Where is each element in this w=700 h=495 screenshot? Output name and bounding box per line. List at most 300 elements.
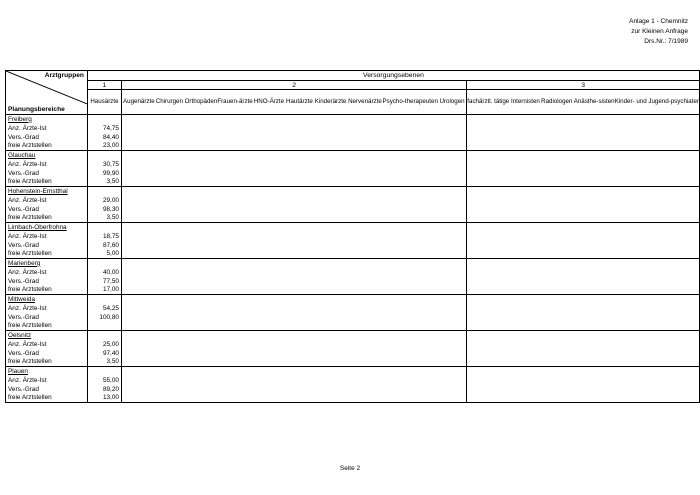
empty-cell: [285, 232, 314, 241]
metric-label: Vers.-Grad: [6, 313, 88, 322]
empty-cell: [314, 268, 348, 277]
metric-label: Anz. Ärzte-Ist: [6, 196, 88, 205]
empty-cell: [383, 169, 438, 178]
empty-cell: [253, 313, 285, 322]
empty-cell: [574, 187, 615, 196]
empty-cell: [540, 340, 574, 349]
empty-cell: [347, 214, 382, 223]
empty-cell: [87, 115, 121, 124]
hausaerzte-value: 98,30: [87, 205, 121, 214]
region-name: Freiberg: [6, 115, 88, 124]
empty-cell: [314, 385, 348, 394]
empty-cell: [285, 205, 314, 214]
metric-label: Anz. Ärzte-Ist: [6, 304, 88, 313]
empty-cell: [438, 376, 467, 385]
empty-cell: [314, 304, 348, 313]
empty-cell: [156, 223, 218, 232]
empty-cell: [574, 232, 615, 241]
empty-cell: [574, 322, 615, 331]
empty-cell: [217, 385, 252, 394]
column-header: Hausärzte: [87, 90, 121, 115]
empty-cell: [285, 169, 314, 178]
empty-cell: [253, 214, 285, 223]
empty-cell: [540, 259, 574, 268]
empty-cell: [574, 295, 615, 304]
empty-cell: [467, 178, 540, 187]
empty-cell: [156, 376, 218, 385]
empty-cell: [467, 250, 540, 259]
empty-cell: [121, 385, 155, 394]
empty-cell: [467, 367, 540, 376]
empty-cell: [467, 313, 540, 322]
empty-cell: [438, 205, 467, 214]
empty-cell: [438, 313, 467, 322]
empty-cell: [314, 178, 348, 187]
empty-cell: [438, 124, 467, 133]
empty-cell: [217, 304, 252, 313]
empty-cell: [615, 367, 700, 376]
empty-cell: [615, 142, 700, 151]
empty-cell: [347, 340, 382, 349]
hausaerzte-value: 87,60: [87, 241, 121, 250]
empty-cell: [121, 340, 155, 349]
empty-cell: [540, 331, 574, 340]
empty-cell: [574, 133, 615, 142]
empty-cell: [438, 115, 467, 124]
empty-cell: [121, 133, 155, 142]
empty-cell: [467, 331, 540, 340]
empty-cell: [253, 322, 285, 331]
empty-cell: [253, 232, 285, 241]
empty-cell: [156, 268, 218, 277]
empty-cell: [438, 250, 467, 259]
hausaerzte-value: 55,00: [87, 376, 121, 385]
empty-cell: [615, 124, 700, 133]
empty-cell: [217, 259, 252, 268]
empty-cell: [156, 169, 218, 178]
empty-cell: [87, 295, 121, 304]
empty-cell: [156, 142, 218, 151]
empty-cell: [540, 196, 574, 205]
hausaerzte-value: [87, 322, 121, 331]
empty-cell: [383, 115, 438, 124]
empty-cell: [285, 277, 314, 286]
empty-cell: [121, 241, 155, 250]
region-name: Mittweida: [6, 295, 88, 304]
empty-cell: [540, 358, 574, 367]
empty-cell: [217, 394, 252, 403]
metric-label: freie Arztstellen: [6, 142, 88, 151]
empty-cell: [615, 169, 700, 178]
hausaerzte-value: 23,00: [87, 142, 121, 151]
empty-cell: [540, 169, 574, 178]
empty-cell: [121, 214, 155, 223]
empty-cell: [574, 313, 615, 322]
empty-cell: [217, 178, 252, 187]
empty-cell: [253, 259, 285, 268]
empty-cell: [314, 241, 348, 250]
hausaerzte-value: 77,50: [87, 277, 121, 286]
empty-cell: [347, 115, 382, 124]
empty-cell: [540, 115, 574, 124]
empty-cell: [347, 277, 382, 286]
hausaerzte-value: 3,50: [87, 358, 121, 367]
empty-cell: [217, 322, 252, 331]
empty-cell: [253, 304, 285, 313]
empty-cell: [347, 142, 382, 151]
hausaerzte-value: 18,75: [87, 232, 121, 241]
empty-cell: [314, 250, 348, 259]
empty-cell: [347, 304, 382, 313]
empty-cell: [314, 115, 348, 124]
empty-cell: [217, 349, 252, 358]
empty-cell: [253, 241, 285, 250]
region-name: Limbach-Oberfrohna: [6, 223, 88, 232]
empty-cell: [615, 232, 700, 241]
empty-cell: [347, 331, 382, 340]
empty-cell: [285, 394, 314, 403]
empty-cell: [253, 223, 285, 232]
empty-cell: [314, 151, 348, 160]
metric-label: Vers.-Grad: [6, 169, 88, 178]
hausaerzte-value: 17,00: [87, 286, 121, 295]
empty-cell: [121, 358, 155, 367]
empty-cell: [121, 322, 155, 331]
empty-cell: [438, 241, 467, 250]
empty-cell: [615, 151, 700, 160]
empty-cell: [347, 232, 382, 241]
empty-cell: [156, 277, 218, 286]
empty-cell: [285, 286, 314, 295]
empty-cell: [347, 223, 382, 232]
hausaerzte-value: 13,00: [87, 394, 121, 403]
hausaerzte-value: 30,75: [87, 160, 121, 169]
empty-cell: [285, 214, 314, 223]
empty-cell: [540, 178, 574, 187]
empty-cell: [574, 277, 615, 286]
empty-cell: [467, 142, 540, 151]
empty-cell: [314, 376, 348, 385]
empty-cell: [253, 187, 285, 196]
empty-cell: [574, 169, 615, 178]
empty-cell: [438, 232, 467, 241]
empty-cell: [540, 250, 574, 259]
empty-cell: [540, 367, 574, 376]
metric-label: Vers.-Grad: [6, 241, 88, 250]
empty-cell: [574, 178, 615, 187]
empty-cell: [121, 160, 155, 169]
empty-cell: [540, 268, 574, 277]
empty-cell: [121, 394, 155, 403]
empty-cell: [438, 286, 467, 295]
empty-cell: [467, 259, 540, 268]
empty-cell: [467, 385, 540, 394]
empty-cell: [438, 214, 467, 223]
empty-cell: [314, 331, 348, 340]
empty-cell: [253, 331, 285, 340]
empty-cell: [121, 151, 155, 160]
empty-cell: [467, 286, 540, 295]
empty-cell: [217, 124, 252, 133]
empty-cell: [347, 187, 382, 196]
document-header-note: [629, 17, 688, 47]
metric-label: Vers.-Grad: [6, 133, 88, 142]
empty-cell: [383, 313, 438, 322]
empty-cell: [347, 259, 382, 268]
empty-cell: [253, 286, 285, 295]
empty-cell: [217, 214, 252, 223]
column-header: Kinder- und Jugend-psychiater: [615, 90, 700, 115]
empty-cell: [467, 358, 540, 367]
empty-cell: [615, 133, 700, 142]
empty-cell: [156, 214, 218, 223]
column-header: Nervenärzte: [347, 90, 382, 115]
column-header: HNO-Ärzte: [253, 90, 285, 115]
empty-cell: [383, 178, 438, 187]
empty-cell: [156, 259, 218, 268]
empty-cell: [285, 187, 314, 196]
hausaerzte-value: 3,50: [87, 178, 121, 187]
planungsbereiche-label: Planungsbereiche: [8, 106, 65, 113]
empty-cell: [383, 322, 438, 331]
empty-cell: [383, 223, 438, 232]
empty-cell: [574, 331, 615, 340]
empty-cell: [383, 241, 438, 250]
column-header: Radiologen: [540, 90, 574, 115]
empty-cell: [615, 241, 700, 250]
empty-cell: [574, 151, 615, 160]
metric-label: freie Arztstellen: [6, 358, 88, 367]
empty-cell: [615, 385, 700, 394]
empty-cell: [347, 169, 382, 178]
empty-cell: [156, 124, 218, 133]
empty-cell: [217, 313, 252, 322]
empty-cell: [540, 232, 574, 241]
empty-cell: [467, 115, 540, 124]
empty-cell: [347, 349, 382, 358]
empty-cell: [574, 367, 615, 376]
hausaerzte-value: 97,40: [87, 349, 121, 358]
empty-cell: [217, 250, 252, 259]
empty-cell: [253, 277, 285, 286]
empty-cell: [253, 250, 285, 259]
empty-cell: [347, 178, 382, 187]
empty-cell: [438, 331, 467, 340]
empty-cell: [574, 124, 615, 133]
empty-cell: [285, 322, 314, 331]
empty-cell: [347, 295, 382, 304]
empty-cell: [383, 304, 438, 313]
empty-cell: [87, 259, 121, 268]
empty-cell: [217, 142, 252, 151]
empty-cell: [438, 322, 467, 331]
hausaerzte-value: 100,80: [87, 313, 121, 322]
metric-label: Anz. Ärzte-Ist: [6, 268, 88, 277]
empty-cell: [615, 205, 700, 214]
empty-cell: [615, 376, 700, 385]
empty-cell: [285, 304, 314, 313]
empty-cell: [574, 214, 615, 223]
empty-cell: [383, 151, 438, 160]
metric-label: Anz. Ärzte-Ist: [6, 340, 88, 349]
level-1-heading: 1: [87, 81, 121, 90]
empty-cell: [217, 358, 252, 367]
empty-cell: [217, 115, 252, 124]
empty-cell: [217, 277, 252, 286]
empty-cell: [156, 178, 218, 187]
empty-cell: [467, 322, 540, 331]
empty-cell: [285, 340, 314, 349]
empty-cell: [615, 349, 700, 358]
empty-cell: [574, 196, 615, 205]
empty-cell: [121, 115, 155, 124]
empty-cell: [467, 223, 540, 232]
empty-cell: [383, 376, 438, 385]
empty-cell: [217, 340, 252, 349]
empty-cell: [314, 232, 348, 241]
empty-cell: [347, 376, 382, 385]
empty-cell: [121, 223, 155, 232]
empty-cell: [156, 394, 218, 403]
empty-cell: [438, 385, 467, 394]
empty-cell: [121, 124, 155, 133]
column-header: Anästhe-sisten: [574, 90, 615, 115]
empty-cell: [467, 241, 540, 250]
empty-cell: [121, 295, 155, 304]
hausaerzte-value: 29,00: [87, 196, 121, 205]
empty-cell: [615, 331, 700, 340]
empty-cell: [285, 385, 314, 394]
empty-cell: [285, 241, 314, 250]
header-line-3: Drs.Nr.: 7/1989: [644, 38, 688, 45]
empty-cell: [156, 349, 218, 358]
empty-cell: [467, 133, 540, 142]
empty-cell: [347, 151, 382, 160]
empty-cell: [347, 313, 382, 322]
metric-label: Anz. Ärzte-Ist: [6, 232, 88, 241]
empty-cell: [347, 385, 382, 394]
empty-cell: [347, 394, 382, 403]
empty-cell: [438, 277, 467, 286]
empty-cell: [574, 349, 615, 358]
empty-cell: [217, 160, 252, 169]
empty-cell: [574, 394, 615, 403]
column-header: Psycho-therapeuten: [383, 90, 438, 115]
empty-cell: [347, 241, 382, 250]
empty-cell: [217, 205, 252, 214]
empty-cell: [314, 142, 348, 151]
empty-cell: [540, 385, 574, 394]
empty-cell: [467, 232, 540, 241]
empty-cell: [156, 160, 218, 169]
hausaerzte-value: 5,00: [87, 250, 121, 259]
empty-cell: [467, 151, 540, 160]
empty-cell: [540, 313, 574, 322]
empty-cell: [156, 358, 218, 367]
empty-cell: [285, 295, 314, 304]
empty-cell: [383, 268, 438, 277]
empty-cell: [253, 295, 285, 304]
empty-cell: [121, 142, 155, 151]
empty-cell: [383, 331, 438, 340]
metric-label: Vers.-Grad: [6, 349, 88, 358]
empty-cell: [383, 187, 438, 196]
empty-cell: [438, 196, 467, 205]
empty-cell: [438, 394, 467, 403]
empty-cell: [574, 259, 615, 268]
versorgungsebenen-heading: Versorgungsebenen: [87, 71, 699, 81]
empty-cell: [383, 205, 438, 214]
empty-cell: [615, 313, 700, 322]
empty-cell: [347, 322, 382, 331]
empty-cell: [574, 286, 615, 295]
empty-cell: [156, 241, 218, 250]
empty-cell: [314, 358, 348, 367]
empty-cell: [574, 340, 615, 349]
empty-cell: [383, 349, 438, 358]
empty-cell: [217, 295, 252, 304]
metric-label: freie Arztstellen: [6, 322, 88, 331]
empty-cell: [347, 124, 382, 133]
metric-label: Vers.-Grad: [6, 385, 88, 394]
empty-cell: [467, 205, 540, 214]
empty-cell: [615, 322, 700, 331]
empty-cell: [615, 259, 700, 268]
empty-cell: [87, 151, 121, 160]
empty-cell: [438, 259, 467, 268]
empty-cell: [87, 187, 121, 196]
empty-cell: [347, 367, 382, 376]
empty-cell: [253, 349, 285, 358]
empty-cell: [121, 349, 155, 358]
empty-cell: [217, 286, 252, 295]
empty-cell: [383, 232, 438, 241]
table-corner-cell: [6, 71, 88, 115]
empty-cell: [314, 295, 348, 304]
empty-cell: [467, 268, 540, 277]
empty-cell: [540, 277, 574, 286]
empty-cell: [438, 142, 467, 151]
empty-cell: [438, 223, 467, 232]
empty-cell: [156, 232, 218, 241]
empty-cell: [314, 205, 348, 214]
empty-cell: [615, 115, 700, 124]
empty-cell: [540, 394, 574, 403]
empty-cell: [217, 367, 252, 376]
empty-cell: [217, 196, 252, 205]
empty-cell: [121, 205, 155, 214]
empty-cell: [121, 187, 155, 196]
empty-cell: [438, 340, 467, 349]
empty-cell: [540, 295, 574, 304]
empty-cell: [467, 196, 540, 205]
empty-cell: [87, 331, 121, 340]
empty-cell: [253, 358, 285, 367]
empty-cell: [615, 277, 700, 286]
empty-cell: [156, 367, 218, 376]
empty-cell: [156, 385, 218, 394]
empty-cell: [121, 268, 155, 277]
empty-cell: [253, 367, 285, 376]
metric-label: Anz. Ärzte-Ist: [6, 124, 88, 133]
empty-cell: [217, 151, 252, 160]
empty-cell: [314, 259, 348, 268]
empty-cell: [615, 340, 700, 349]
empty-cell: [347, 358, 382, 367]
empty-cell: [314, 286, 348, 295]
empty-cell: [540, 142, 574, 151]
empty-cell: [467, 376, 540, 385]
